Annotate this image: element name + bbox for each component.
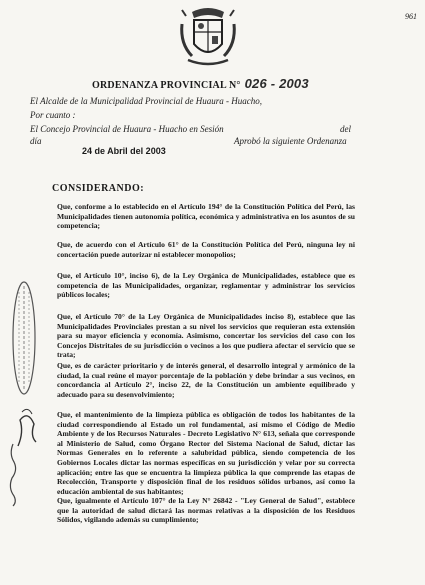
ordinance-number: 026 - 2003 xyxy=(244,76,309,91)
preamble-line-3-end: del xyxy=(340,124,351,134)
ordinance-title xyxy=(92,76,309,91)
preamble-line-3: El Concejo Provincial de Huaura - Huacho en Sesión xyxy=(30,124,224,134)
page-corner-mark: 961 xyxy=(405,12,417,21)
paragraph: Que, el Artículo 10°, inciso 6), de la Ley Orgánica de Municipalidades, establece que es competencia de las Municipalidades, organizar, reglamentar y administrar los servicios públicos locales; xyxy=(57,271,355,300)
margin-handwritten-note xyxy=(6,440,20,510)
paragraph: Que, el mantenimiento de la limpieza pública es obligación de todos los habitantes de la ciudad correspondiendo al Estado un rol fundamental, así mismo el Código de Medio Ambiente y de los Recursos Naturales - Decreto Legislativo N° 613, señala que corresponde al Ministerio de Salud, como Órgano Rector del Sistema Nacional de Salud, dictar las Normas Generales en lo referente a salubridad pública, siendo competencia de los Gobiernos Locales dictar las normas específicas en su jurisdicción y velar por su correcta aplicación; entre las que se encuentra la limpieza pública la que comprende las etapas de Recolección, Transporte y disposición final de los residuos sólidos urbanos, así como la educación ambiental de sus habitantes; xyxy=(57,410,355,496)
preamble-line-1: El Alcalde de la Municipalidad Provincial de Huaura - Huacho, xyxy=(30,96,262,106)
margin-stamp xyxy=(10,278,38,398)
preamble-line-4-end: Aprobó la siguiente Ordenanza xyxy=(234,136,347,146)
paragraph: Que, el Artículo 70° de la Ley Orgánica de Municipalidades inciso 8), establece que las Municipalidades Provinciales prestan a su nivel los servicios que requieran esta extensión para su mayor eficiencia y economía. Asimismo, concertar los servicios del caso con los Concejos Distritales de su jurisdicción o vecinos a los que pudiera afectar el servicio que se trata; xyxy=(57,312,355,360)
considerando-heading: CONSIDERANDO: xyxy=(52,183,145,194)
paragraph: Que, es de carácter prioritario y de interés general, el desarrollo integral y armónico de la ciudad, la cual reúne el mayor porcentaje de la población y debe brindar a sus vecinos, en concordancia al Artículo 2°, inciso 22, de la Constitución un ambiente equilibrado y adecuado para su desenvolvimiento; xyxy=(57,361,355,399)
paragraph: Que, igualmente el Artículo 107° de la Ley N° 26842 - "Ley General de Salud", establece que la autoridad de salud dictará las normas relativas a la disposición de los Residuos Sólidos, vigilando además su cumplimiento; xyxy=(57,496,355,525)
paragraph: Que, conforme a lo establecido en el Artículo 194° de la Constitución Política del Perú, las Municipalidades tienen autonomía política, económica y administrativa en los asuntos de su competencia; xyxy=(57,202,355,231)
session-date: 24 de Abril del 2003 xyxy=(82,146,166,156)
preamble-line-4: día xyxy=(30,136,42,146)
ordinance-label: ORDENANZA PROVINCIAL N° xyxy=(92,80,241,91)
paragraph: Que, de acuerdo con el Artículo 61° de la Constitución Política del Perú, ninguna ley ni concertación puede autorizar ni establecer monopolios; xyxy=(57,240,355,259)
preamble-line-2: Por cuanto : xyxy=(30,110,76,120)
coat-of-arms-emblem xyxy=(178,4,238,70)
